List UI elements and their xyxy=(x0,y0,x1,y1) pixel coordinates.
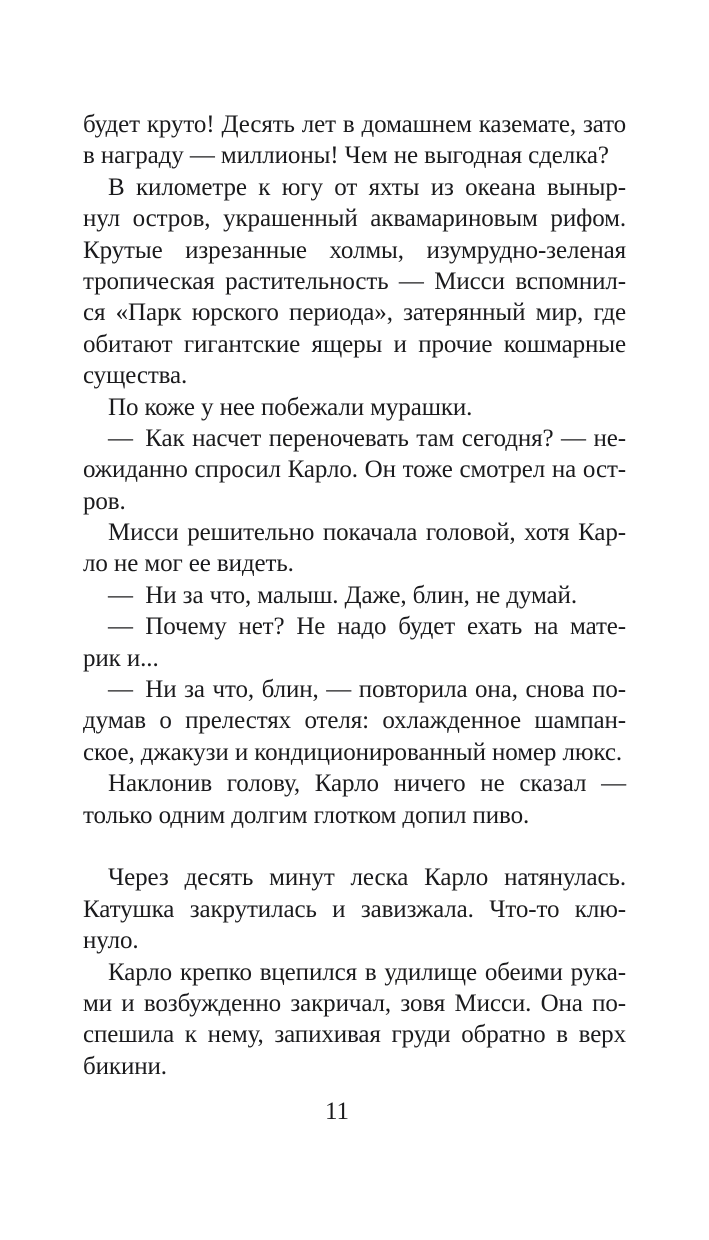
text-line: тропическая растительность — Мисси вспомнил- xyxy=(83,267,626,295)
text-line: ров. xyxy=(83,487,126,515)
text-line: будет круто! Десять лет в домашнем каземате, зато xyxy=(83,111,626,138)
paragraph xyxy=(83,611,626,674)
text-line: думав о прелестях отеля: охлажденное шампан- xyxy=(83,707,626,735)
paragraph xyxy=(83,580,626,611)
text-line: Через десять минут леска Карло натянулась. xyxy=(108,864,626,892)
text-line: ожиданно спросил Карло. Он тоже смотрел на ост- xyxy=(83,456,626,484)
text-line: В километре к югу от яхты из океана выныр- xyxy=(108,173,626,201)
text-line: Мисси решительно покачала головой, хотя Кар- xyxy=(108,519,626,547)
paragraph xyxy=(83,172,626,392)
text-line: нул остров, украшенный аквамариновым рифом. xyxy=(83,205,626,233)
paragraph xyxy=(83,392,626,423)
text-line: — Почему нет? Не надо будет ехать на мате- xyxy=(108,613,626,641)
text-line: Наклонив голову, Карло ничего не сказал — xyxy=(108,770,626,798)
paragraph xyxy=(83,957,626,1083)
text-line: в награду — миллионы! Чем не выгодная сделка? xyxy=(83,142,609,170)
text-line: нуло. xyxy=(83,927,139,955)
text-line: существа. xyxy=(83,362,188,390)
text-block xyxy=(83,109,626,1082)
paragraph xyxy=(83,423,626,517)
paragraph xyxy=(83,862,626,956)
text-line: По коже у нее побежали мурашки. xyxy=(108,393,473,421)
text-line: Крутые изрезанные холмы, изумрудно-зеленая xyxy=(83,236,626,264)
text-line: бикини. xyxy=(83,1052,167,1080)
text-line: обитают гигантские ящеры и прочие кошмарные xyxy=(83,330,626,358)
text-line: Катушка закрутилась и завизжала. Что-то клю- xyxy=(83,895,626,923)
paragraph xyxy=(83,768,626,831)
text-line: ми и возбужденно закричал, зовя Мисси. Она по- xyxy=(83,989,626,1017)
text-line: — Ни за что, блин, — повторила она, снова по- xyxy=(108,676,626,704)
text-line: спешила к нему, запихивая груди обратно в верх xyxy=(83,1021,626,1049)
paragraph xyxy=(83,674,626,768)
paragraph xyxy=(83,517,626,580)
paragraph xyxy=(83,109,626,172)
text-line: Карло крепко вцепился в удилище обеими рука- xyxy=(108,958,626,986)
text-line: ло не мог ее видеть. xyxy=(83,550,294,578)
text-line: ся «Парк юрского периода», затерянный мир, где xyxy=(83,299,626,327)
page-number: 11 xyxy=(324,1098,350,1125)
text-line: — Ни за что, малыш. Даже, блин, не думай. xyxy=(108,581,577,609)
text-line: ское, джакузи и кондиционированный номер люкс. xyxy=(83,738,623,766)
text-line: рик и... xyxy=(83,644,159,672)
text-line: только одним долгим глотком допил пиво. xyxy=(83,801,530,829)
text-line: — Как насчет переночевать там сегодня? — не- xyxy=(108,424,626,452)
